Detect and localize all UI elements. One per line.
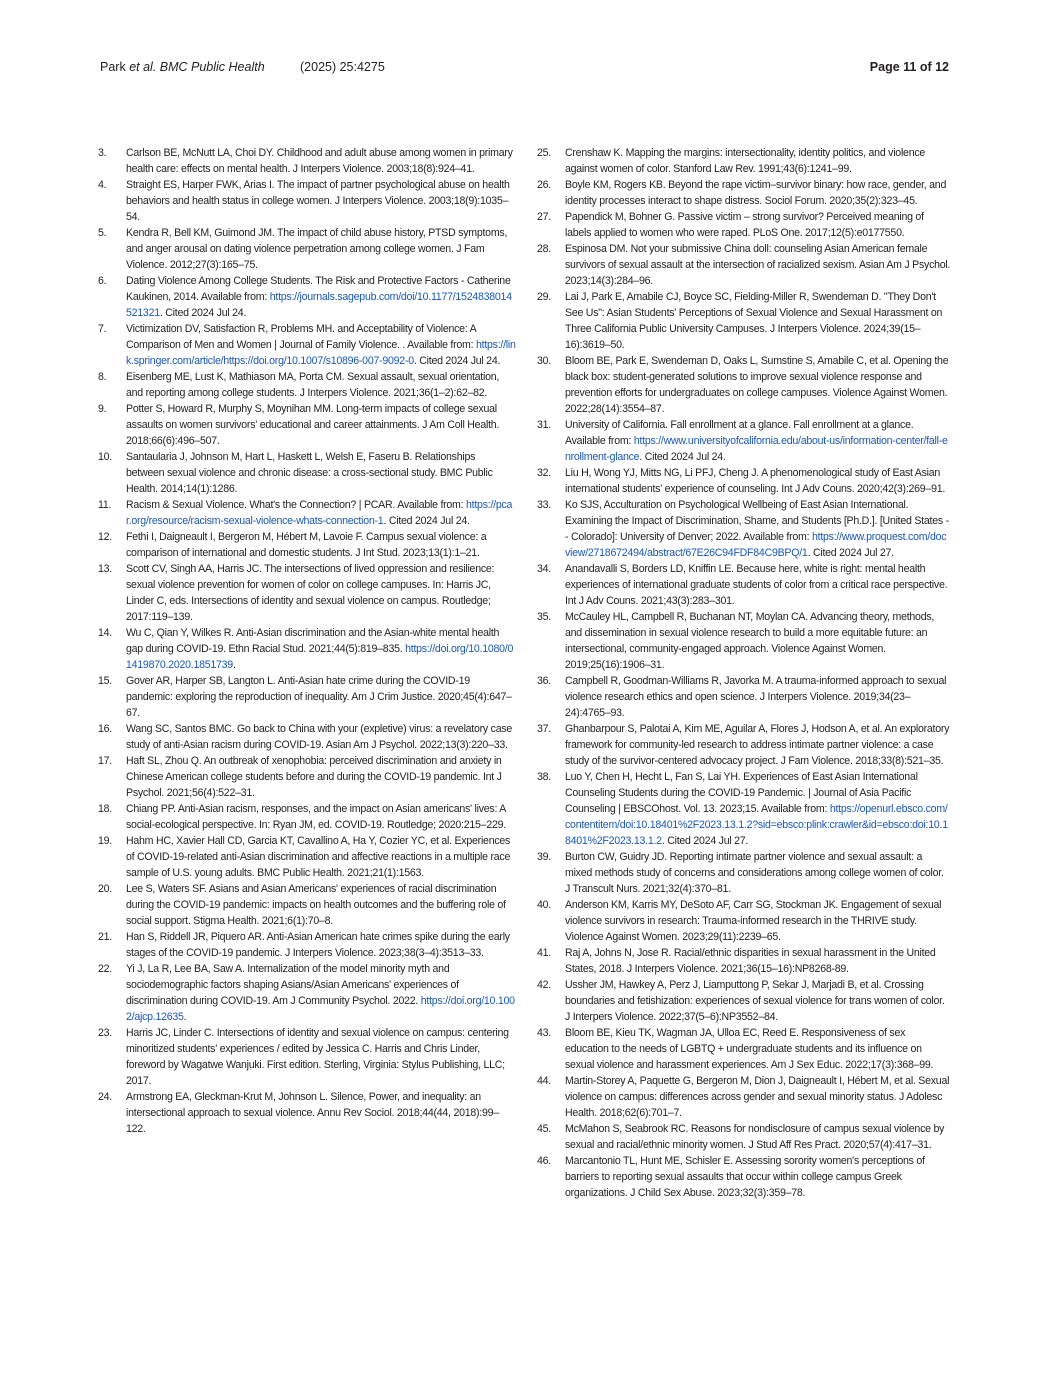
reference-number: 38. — [537, 771, 551, 783]
reference-body: Straight ES, Harper FWK, Arias I. The impact of partner psychological abuse on health behaviors and health status in college women. J Interpers Violence. 2003;18(9):1035–54. — [126, 179, 510, 223]
reference-text — [565, 673, 951, 721]
reference-number: 29. — [537, 291, 551, 303]
reference-number: 44. — [537, 1075, 551, 1087]
reference-body: Raj A, Johns N, Jose R. Racial/ethnic disparities in sexual harassment in the United States, 2018. J Interpers Violence. 2021;36(15–16):NP8268-89. — [565, 947, 936, 975]
reference-text — [565, 465, 951, 497]
reference-number: 27. — [537, 211, 551, 223]
reference-number: 15. — [98, 675, 112, 687]
reference-text — [565, 177, 951, 209]
reference-text — [565, 945, 951, 977]
reference-item — [98, 753, 516, 801]
reference-link[interactable]: https://openurl.ebsco.com/contentitem/doi:10.18401%2F2023.13.1.2?sid=ebsco:plink:crawler&id=ebsco:doi:10.18401%2F2023.13.1.2 — [565, 803, 948, 847]
reference-text — [565, 417, 951, 465]
reference-body: Ussher JM, Hawkey A, Perz J, Liamputtong P, Sekar J, Marjadi B, et al. Crossing boundaries and fetishization: experiences of sexual violence for trans women of color. J Interpers Violence. 2022;37(5–6):NP3552–84. — [565, 979, 945, 1023]
reference-text — [565, 769, 951, 849]
reference-number: 25. — [537, 147, 551, 159]
reference-number: 18. — [98, 803, 112, 815]
reference-link[interactable]: https://pcar.org/resource/racism-sexual-violence-whats-connection-1 — [126, 499, 513, 527]
reference-suffix: . Cited 2024 Jul 24. — [639, 451, 726, 463]
reference-body: Dating Violence Among College Students. The Risk and Protective Factors - Catherine Kaukinen, 2014. Available from: — [126, 275, 511, 303]
reference-item — [98, 961, 516, 1025]
reference-text — [565, 289, 951, 353]
reference-item — [98, 833, 516, 881]
reference-item — [537, 721, 951, 769]
reference-body: Bloom BE, Park E, Swendeman D, Oaks L, Sumstine S, Amabile C, et al. Opening the black box: student-generated solutions to improve sexual violence response and prevention efforts for undergraduates on college campuses. Violence Against Women. 2022;28(14):3554–87. — [565, 355, 949, 415]
reference-body: Bloom BE, Kieu TK, Wagman JA, Ulloa EC, Reed E. Responsiveness of sex education to the needs of LGBTQ + undergraduate students and its influence on sexual violence and harassment experiences. Am J Sex Educ. 2022;17(3):368–99. — [565, 1027, 934, 1071]
reference-body: Martin-Storey A, Paquette G, Bergeron M, Dion J, Daigneault I, Hébert M, et al. Sexual violence on campus: differences across gender and sexual minority status. J Adolesc Health. 2018;62(6):701–7. — [565, 1075, 950, 1119]
reference-text — [126, 1025, 516, 1089]
reference-text — [565, 1073, 951, 1121]
reference-link[interactable]: https://www.universityofcalifornia.edu/about-us/information-center/fall-enrollment-glance — [565, 435, 948, 463]
reference-item — [537, 609, 951, 673]
reference-number: 42. — [537, 979, 551, 991]
running-head — [100, 60, 265, 74]
reference-number: 43. — [537, 1027, 551, 1039]
reference-number: 11. — [98, 499, 112, 511]
reference-body: Marcantonio TL, Hunt ME, Schisler E. Assessing sorority women's perceptions of barriers to reporting sexual assaults that occur within college campus Greek organizations. J Child Sex Abuse. 2023;32(3):359–78. — [565, 1155, 925, 1199]
reference-body: Ko SJS, Acculturation on Psychological Wellbeing of East Asian International. Examining the Impact of Discrimination, Shame, and Students [Ph.D.]. [United States -- Colorado]: University of Denver; 2022. Available from: — [565, 499, 949, 543]
reference-text — [126, 529, 516, 561]
reference-text — [126, 273, 516, 321]
reference-number: 20. — [98, 883, 112, 895]
reference-text — [126, 561, 516, 625]
reference-text — [126, 929, 516, 961]
reference-body: Han S, Riddell JR, Piquero AR. Anti-Asian American hate crimes spike during the early stages of the COVID-19 pandemic. J Interpers Violence. 2023;38(3–4):3513–33. — [126, 931, 510, 959]
reference-item — [98, 673, 516, 721]
reference-text — [565, 721, 951, 769]
reference-number: 9. — [98, 403, 107, 415]
reference-number: 40. — [537, 899, 551, 911]
reference-number: 7. — [98, 323, 107, 335]
reference-item — [98, 321, 516, 369]
reference-number: 30. — [537, 355, 551, 367]
reference-text — [126, 753, 516, 801]
author-name: Park — [100, 60, 130, 74]
reference-number: 16. — [98, 723, 112, 735]
reference-body: Papendick M, Bohner G. Passive victim – strong survivor? Perceived meaning of labels applied to women who were raped. PLoS One. 2017;12(5):e0177550. — [565, 211, 924, 239]
reference-text — [126, 497, 516, 529]
reference-body: Lai J, Park E, Amabile CJ, Boyce SC, Fielding-Miller R, Swendeman D. "They Don't See Us": Asian Students' Perceptions of Sexual Violence and Sexual Harassment on Three California Public University Campuses. J Interpers Violence. 2024;39(15–16):3619–50. — [565, 291, 943, 351]
reference-text — [126, 401, 516, 449]
reference-number: 31. — [537, 419, 551, 431]
reference-text — [126, 321, 516, 369]
reference-body: Anandavalli S, Borders LD, Kniffin LE. Because here, white is right: mental health experiences of international graduate students of color from a critical race perspective. Int J Adv Couns. 2021;43(3):283–301. — [565, 563, 948, 607]
reference-text — [565, 1025, 951, 1073]
reference-item — [98, 273, 516, 321]
reference-text — [126, 369, 516, 401]
reference-link[interactable]: https://doi.org/10.1002/ajcp.12635 — [126, 995, 515, 1023]
reference-number: 22. — [98, 963, 112, 975]
reference-number: 19. — [98, 835, 112, 847]
reference-number: 41. — [537, 947, 551, 959]
reference-body: Santaularia J, Johnson M, Hart L, Haskett L, Welsh E, Faseru B. Relationships between sexual violence and chronic disease: a cross-sectional study. BMC Public Health. 2014;14(1):1286. — [126, 451, 493, 495]
reference-text — [126, 1089, 516, 1137]
reference-item — [98, 145, 516, 177]
reference-body: Crenshaw K. Mapping the margins: intersectionality, identity politics, and violence against women of color. Stanford Law Rev. 1991;43(6):1241–99. — [565, 147, 926, 175]
reference-number: 12. — [98, 531, 112, 543]
reference-body: Gover AR, Harper SB, Langton L. Anti-Asian hate crime during the COVID-19 pandemic: exploring the reproduction of inequality. Am J Crim Justice. 2020;45(4):647–67. — [126, 675, 512, 719]
reference-link[interactable]: https://doi.org/10.1080/01419870.2020.1851739 — [126, 643, 514, 671]
reference-item — [537, 145, 951, 177]
reference-text — [565, 897, 951, 945]
reference-body: University of California. Fall enrollment at a glance. Fall enrollment at a glance. Available from: — [565, 419, 914, 447]
reference-text — [565, 1153, 951, 1201]
reference-item — [98, 801, 516, 833]
reference-link[interactable]: https://journals.sagepub.com/doi/10.1177/1524838014521321 — [126, 291, 512, 319]
reference-number: 17. — [98, 755, 112, 767]
reference-number: 35. — [537, 611, 551, 623]
reference-number: 37. — [537, 723, 551, 735]
reference-body: Victimization DV, Satisfaction R, Problems MH. and Acceptability of Violence: A Comparison of Men and Women | Journal of Family Violence. . Available from: — [126, 323, 477, 351]
reference-item — [98, 721, 516, 753]
reference-item — [537, 177, 951, 209]
reference-text — [565, 497, 951, 561]
reference-body: Armstrong EA, Gleckman-Krut M, Johnson L. Silence, Power, and inequality: an intersectional approach to sexual violence. Annu Rev Sociol. 2018;44(44, 2018):99–122. — [126, 1091, 499, 1135]
reference-item — [537, 561, 951, 609]
reference-number: 23. — [98, 1027, 112, 1039]
reference-item — [537, 241, 951, 289]
reference-item — [537, 977, 951, 1025]
reference-number: 8. — [98, 371, 107, 383]
reference-suffix: . Cited 2024 Jul 24. — [413, 355, 501, 367]
reference-body: Lee S, Waters SF. Asians and Asian Americans' experiences of racial discrimination during the COVID-19 pandemic: impacts on health outcomes and the buffering role of social support. Stigma Health. 2021;6(1):70–8. — [126, 883, 506, 927]
reference-item — [537, 1153, 951, 1201]
reference-text — [126, 145, 516, 177]
reference-item — [537, 849, 951, 897]
reference-suffix: . — [232, 659, 236, 671]
reference-body: Yi J, La R, Lee BA, Saw A. Internalization of the model minority myth and sociodemographic factors shaping Asians/Asian Americans' experiences of discrimination during COVID-19. Am J Community Psychol. 2022. — [126, 963, 459, 1007]
reference-body: Harris JC, Linder C. Intersections of identity and sexual violence on campus: centering minoritized students' experiences / edited by Jessica C. Harris and Chris Linder, foreword by Wagatwe Wanjuki. First edition. Sterling, Virginia: Stylus Publishing, LLC; 2017. — [126, 1027, 509, 1087]
reference-number: 45. — [537, 1123, 551, 1135]
reference-number: 39. — [537, 851, 551, 863]
reference-body: McMahon S, Seabrook RC. Reasons for nondisclosure of campus sexual violence by sexual and racial/ethnic minority women. J Stud Aff Res Pract. 2020;57(4):417–31. — [565, 1123, 945, 1151]
reference-number: 34. — [537, 563, 551, 575]
reference-text — [126, 625, 516, 673]
reference-body: Fethi I, Daigneault I, Bergeron M, Hébert M, Lavoie F. Campus sexual violence: a comparison of international and domestic students. J Int Stud. 2023;13(1):1–21. — [126, 531, 487, 559]
reference-text — [565, 561, 951, 609]
reference-text — [565, 1121, 951, 1153]
reference-body: Carlson BE, McNutt LA, Choi DY. Childhood and adult abuse among women in primary health care: effects on mental health. J Interpers Violence. 2003;18(8):924–41. — [126, 147, 513, 175]
reference-number: 36. — [537, 675, 551, 687]
reference-suffix: . Cited 2024 Jul 27. — [807, 547, 894, 559]
reference-body: Espinosa DM. Not your submissive China doll: counseling Asian American female survivors of sexual assault at the intersection of racialized sexism. Asian Am J Psychol. 2023;14(3):284–96. — [565, 243, 951, 287]
citation-info: (2025) 25:4275 — [300, 60, 385, 74]
reference-item — [537, 673, 951, 721]
reference-number: 24. — [98, 1091, 112, 1103]
reference-item — [537, 353, 951, 417]
reference-text — [565, 353, 951, 417]
reference-text — [126, 833, 516, 881]
reference-item — [98, 625, 516, 673]
reference-text — [126, 881, 516, 929]
page-number: Page 11 of 12 — [869, 60, 949, 74]
reference-text — [126, 721, 516, 753]
reference-body: McCauley HL, Campbell R, Buchanan NT, Moylan CA. Advancing theory, methods, and dissemination in sexual violence research to build a more equitable future: an intersectional, community-engaged approach. Violence Against Women. 2019;25(16):1906–31. — [565, 611, 935, 671]
reference-text — [126, 177, 516, 225]
reference-suffix: . — [183, 1011, 187, 1023]
reference-item — [98, 177, 516, 225]
reference-item — [98, 929, 516, 961]
reference-number: 32. — [537, 467, 551, 479]
reference-number: 5. — [98, 227, 107, 239]
reference-body: Liu H, Wong YJ, Mitts NG, Li PFJ, Cheng J. A phenomenological study of East Asian international students' experience of counseling. Int J Adv Couns. 2020;42(3):269–91. — [565, 467, 946, 495]
reference-body: Burton CW, Guidry JD. Reporting intimate partner violence and sexual assault: a mixed methods study of concerns and considerations among college women of color. J Transcult Nurs. 2021;32(4):370–81. — [565, 851, 944, 895]
reference-body: Wu C, Qian Y, Wilkes R. Anti-Asian discrimination and the Asian-white mental health gap during COVID-19. Ethn Racial Stud. 2021;44(5):819–835. — [126, 627, 500, 655]
reference-item — [98, 401, 516, 449]
reference-link[interactable]: https://link.springer.com/article/https://doi.org/10.1007/s10896-007-9092-0 — [126, 339, 516, 367]
reference-text — [126, 449, 516, 497]
reference-item — [98, 1025, 516, 1089]
reference-suffix: . Cited 2024 Jul 27. — [661, 835, 749, 847]
reference-item — [98, 881, 516, 929]
reference-text — [126, 801, 516, 833]
reference-number: 3. — [98, 147, 107, 159]
reference-number: 10. — [98, 451, 112, 463]
reference-body: Anderson KM, Karris MY, DeSoto AF, Carr SG, Stockman JK. Engagement of sexual violence survivors in research: Trauma-informed research in the THRIVE study. Violence Against Women. 2023;29(11):2239–65. — [565, 899, 942, 943]
reference-number: 28. — [537, 243, 551, 255]
reference-text — [565, 241, 951, 289]
reference-text — [565, 977, 951, 1025]
reference-body: Racism & Sexual Violence. What's the Connection? | PCAR. Available from: — [126, 499, 467, 511]
journal-name: et al. BMC Public Health — [129, 60, 265, 74]
reference-body: Potter S, Howard R, Murphy S, Moynihan MM. Long-term impacts of college sexual assaults on women survivors' educational and career attainments. J Am Coll Health. 2018;66(6):496–507. — [126, 403, 500, 447]
reference-number: 21. — [98, 931, 112, 943]
reference-item — [537, 945, 951, 977]
reference-item — [98, 561, 516, 625]
reference-body: Kendra R, Bell KM, Guimond JM. The impact of child abuse history, PTSD symptoms, and anger arousal on dating violence perpetration among college women. J Fam Violence. 2012;27(3):165–75. — [126, 227, 508, 271]
reference-text — [126, 961, 516, 1025]
reference-body: Chiang PP. Anti-Asian racism, responses, and the impact on Asian americans' lives: A social-ecological perspective. In: Ryan JM, ed. COVID-19. Routledge; 2020:215–229. — [126, 803, 506, 831]
reference-item — [537, 465, 951, 497]
reference-item — [98, 225, 516, 273]
reference-item — [537, 1025, 951, 1073]
reference-suffix: . Cited 2024 Jul 24. — [159, 307, 247, 319]
reference-item — [537, 289, 951, 353]
reference-item — [98, 529, 516, 561]
page-header — [100, 60, 949, 76]
reference-item — [537, 1121, 951, 1153]
reference-item — [537, 769, 951, 849]
references-right-column — [537, 145, 951, 1201]
reference-body: Campbell R, Goodman-Williams R, Javorka M. A trauma-informed approach to sexual violence research ethics and open science. J Interpers Violence. 2019;34(23–24):4765–93. — [565, 675, 947, 719]
reference-item — [98, 449, 516, 497]
reference-item — [98, 497, 516, 529]
reference-item — [537, 417, 951, 465]
reference-item — [98, 369, 516, 401]
reference-number: 33. — [537, 499, 551, 511]
reference-text — [126, 225, 516, 273]
reference-item — [537, 497, 951, 561]
reference-body: Luo Y, Chen H, Hecht L, Fan S, Lai YH. Experiences of East Asian International Counseling Students during the COVID-19 Pandemic. | Journal of Asia Pacific Counseling | EBSCOhost. Vol. 13. 2023;15. Available from: — [565, 771, 918, 815]
reference-suffix: . Cited 2024 Jul 24. — [383, 515, 470, 527]
reference-number: 4. — [98, 179, 107, 191]
reference-number: 14. — [98, 627, 112, 639]
reference-item — [537, 209, 951, 241]
reference-text — [565, 145, 951, 177]
reference-link[interactable]: https://www.proquest.com/docview/2718672494/abstract/67E26C94FDF84C9BPQ/1 — [565, 531, 947, 559]
reference-number: 46. — [537, 1155, 551, 1167]
reference-item — [98, 1089, 516, 1137]
reference-text — [126, 673, 516, 721]
reference-number: 6. — [98, 275, 107, 287]
reference-body: Wang SC, Santos BMC. Go back to China with your (expletive) virus: a revelatory case study of anti-Asian racism during COVID-19. Asian Am J Psychol. 2022;13(3):220–33. — [126, 723, 513, 751]
reference-body: Ghanbarpour S, Palotai A, Kim ME, Aguilar A, Flores J, Hodson A, et al. An exploratory framework for community-led research to address intimate partner violence: a case study of the survivor-centered advocacy project. J Fam Violence. 2018;33(8):521–35. — [565, 723, 950, 767]
reference-number: 26. — [537, 179, 551, 191]
reference-body: Haft SL, Zhou Q. An outbreak of xenophobia: perceived discrimination and anxiety in Chinese American college students before and during the COVID-19 pandemic. Int J Psychol. 2021;56(4):522–31. — [126, 755, 502, 799]
reference-text — [565, 849, 951, 897]
reference-body: Hahm HC, Xavier Hall CD, Garcia KT, Cavallino A, Ha Y, Cozier YC, et al. Experiences of COVID-19-related anti-Asian discrimination and affective reactions in a multiple race sample of U.S. young adults. BMC Public Health. 2021;21(1):1563. — [126, 835, 511, 879]
reference-text — [565, 209, 951, 241]
reference-item — [537, 1073, 951, 1121]
reference-body: Eisenberg ME, Lust K, Mathiason MA, Porta CM. Sexual assault, sexual orientation, and reporting among college students. J Interpers Violence. 2021;36(1–2):62–82. — [126, 371, 500, 399]
reference-number: 13. — [98, 563, 112, 575]
reference-body: Boyle KM, Rogers KB. Beyond the rape victim–survivor binary: how race, gender, and identity processes interact to shape distress. Sociol Forum. 2020;35(2):323–45. — [565, 179, 947, 207]
reference-item — [537, 897, 951, 945]
references-left-column — [98, 145, 516, 1137]
reference-text — [565, 609, 951, 673]
reference-body: Scott CV, Singh AA, Harris JC. The intersections of lived oppression and resilience: sexual violence prevention for women of color on college campuses. In: Harris JC, Linder C, eds. Intersections of identity and sexual violence on campus. Routledge; 2017:119–139. — [126, 563, 495, 623]
